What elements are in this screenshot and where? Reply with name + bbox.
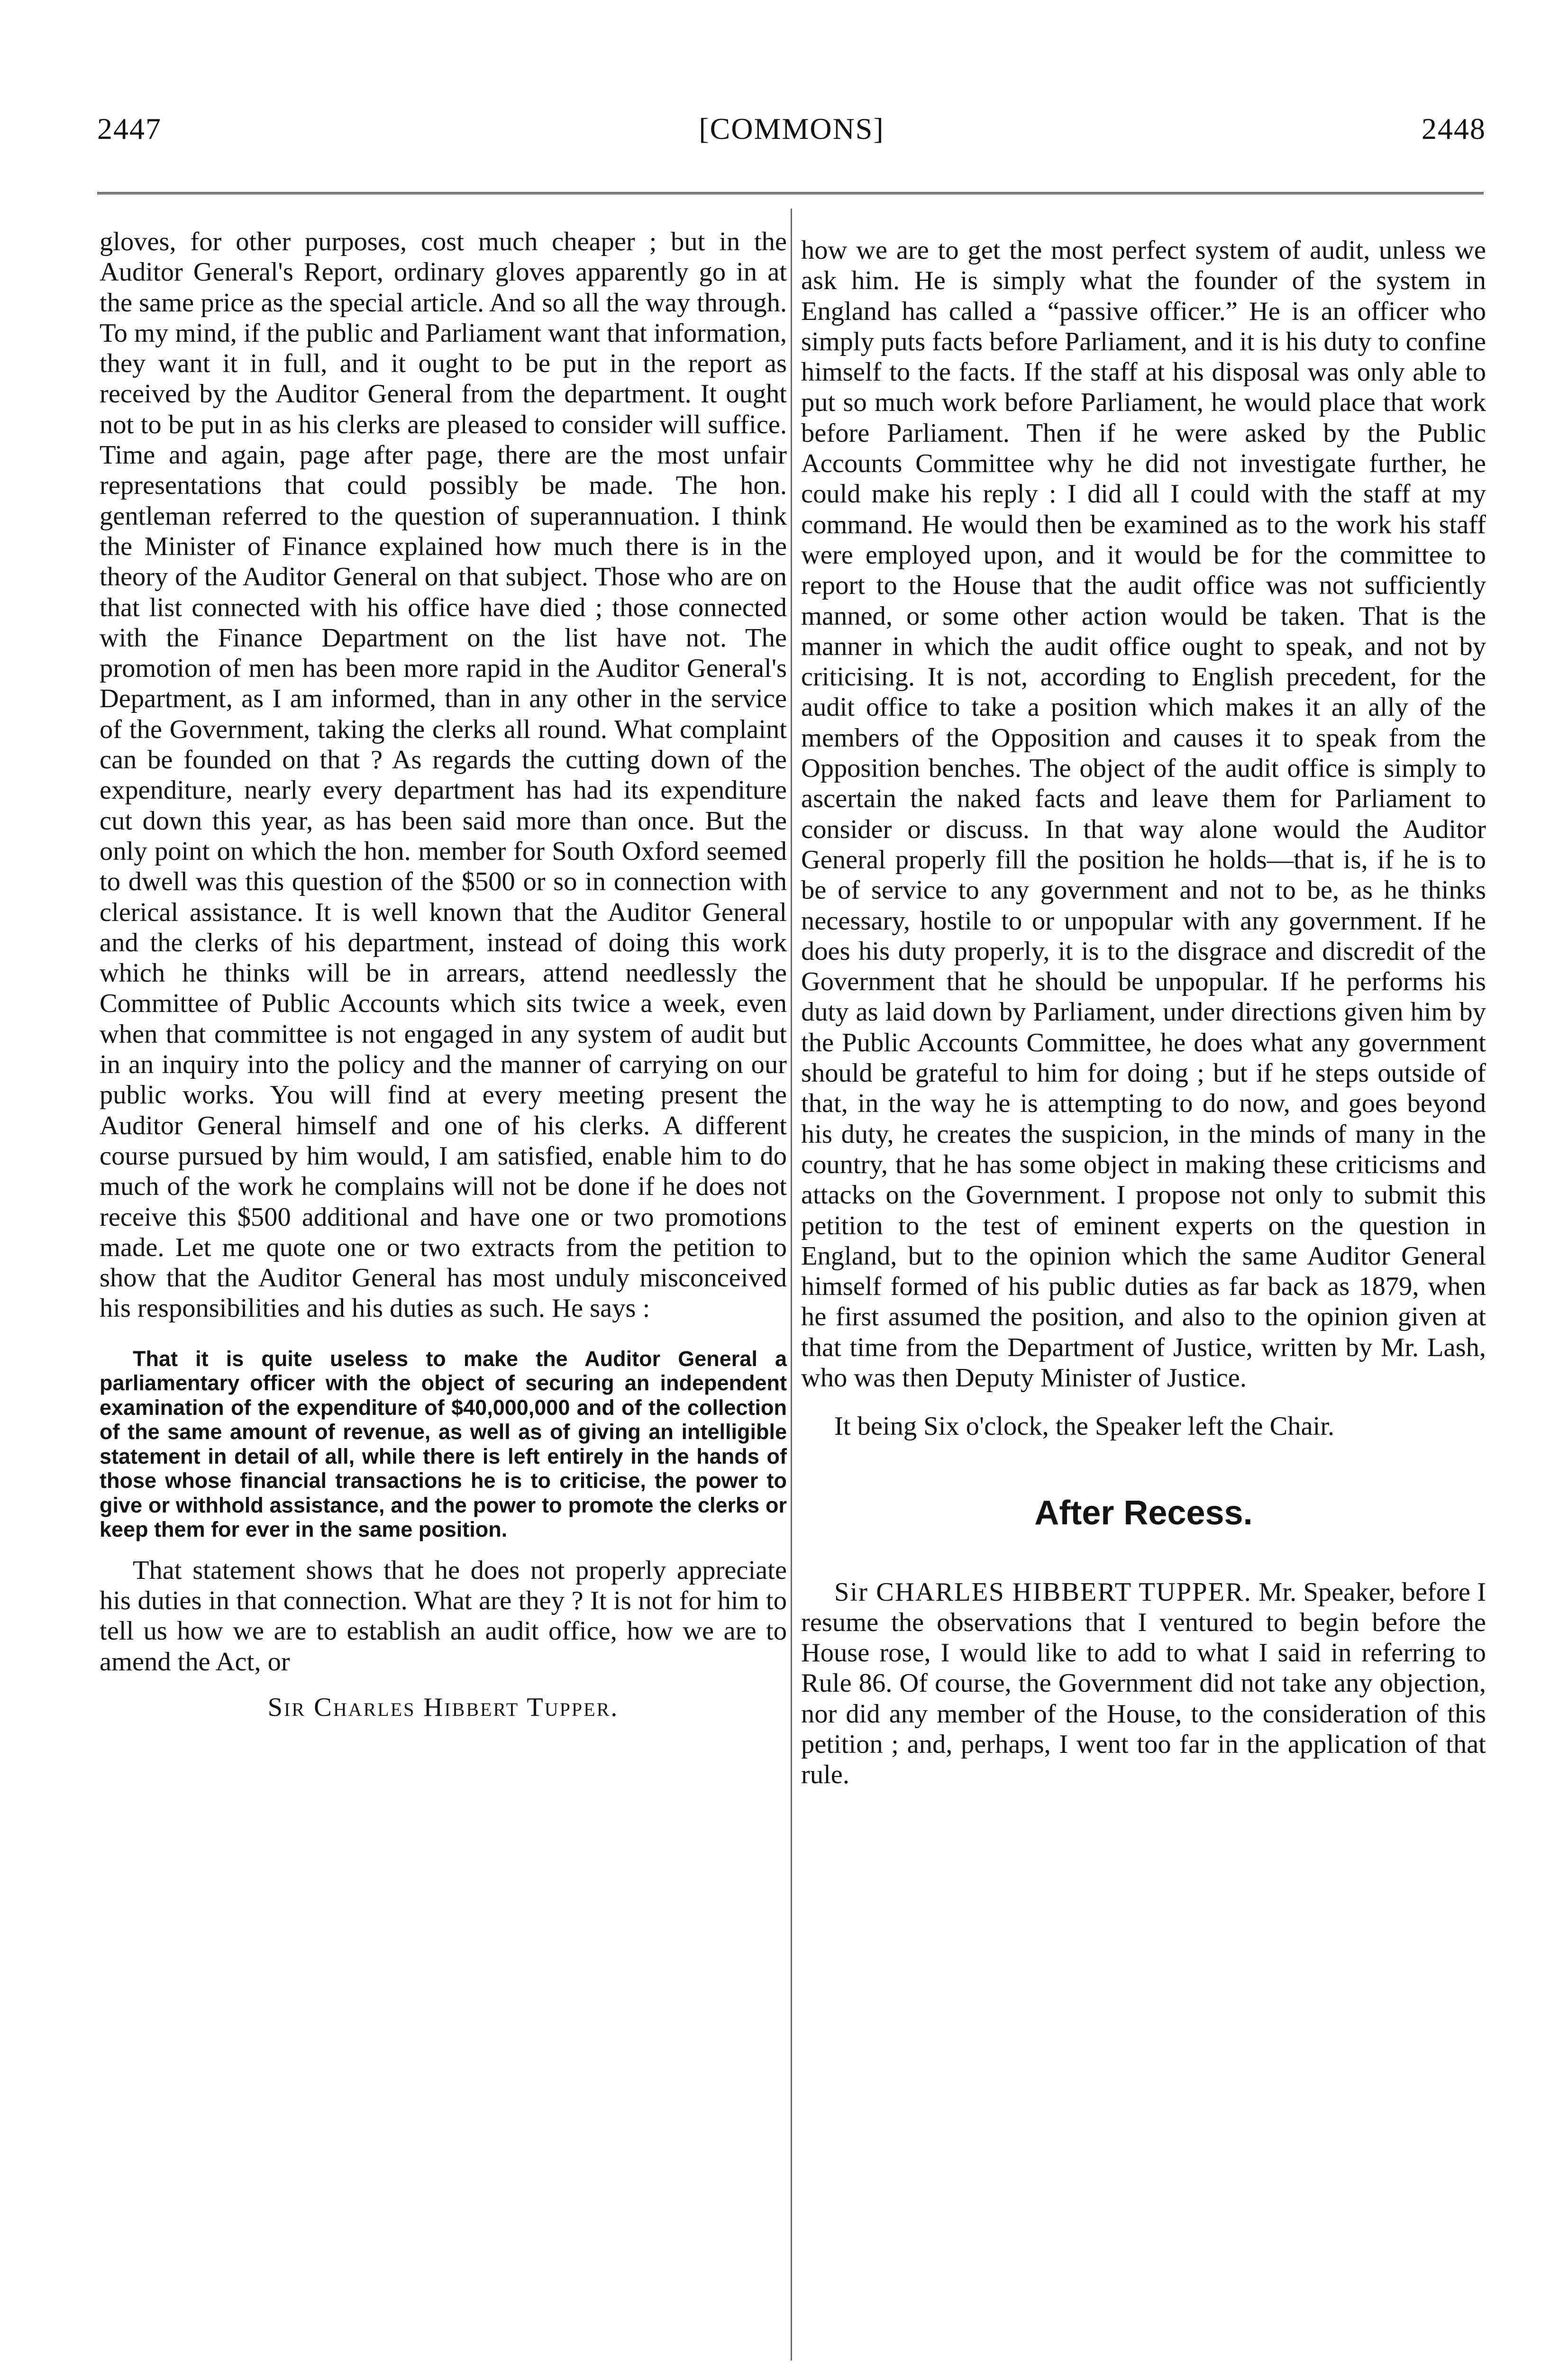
left-paragraph-statement: That statement shows that he does not properly appreciate his duties in that connection. What are they ? It is not for him to tell us how we are to establish an audit office, how we are to amend the Act, or (100, 1555, 787, 1677)
tupper-speech: Mr. Speaker, before I resume the observations that I ventured to begin before the House rose, I would like to add to what I said in referring to Rule 86. Of course, the Government did not take any objection, nor did any member of the House, to the consideration of this petition ; and, perhaps, I went too far in the application of that rule. (801, 1577, 1486, 1790)
tupper-paragraph (801, 1577, 1486, 1790)
six-oclock-paragraph: It being Six o'clock, the Speaker left the Chair. (834, 1412, 1335, 1441)
running-title: [COMMONS] (699, 112, 884, 146)
column-divider (791, 209, 792, 2361)
right-column (801, 227, 1486, 1790)
petition-quote: That it is quite useless to make the Auditor General a parliamentary officer with the object of securing an independent examination of the expenditure of $40,000,000 and of the collection of the same amount of revenue, as well as of giving an intelligible statement in detail of all, while there is left entirely in the hands of those whose financial transactions he is to criticise, the power to give or withhold assistance, and the power to promote the clerks or keep them for ever in the same position. (100, 1346, 787, 1542)
page-header (97, 111, 1486, 154)
left-column (100, 227, 787, 1723)
header-rule (97, 192, 1484, 194)
right-paragraph-continuation: how we are to get the most perfect system of audit, unless we ask him. He is simply what the founder of the system in England has called a “passive officer.” He is an officer who simply puts facts before Parliament, and it is his duty to confine himself to the facts. If the staff at his disposal was only able to put so much work before Parliament, he would place that work before Parliament. Then if he were asked by the Public Accounts Committee why he did not investigate further, he could make his reply : I did all I could with the staff at my command. He would then be examined as to the work his staff were employed upon, and it would be for the committee to report to the House that the audit office was not sufficiently manned, or some other action would be taken. That is the manner in which the audit office ought to speak, and not by criticising. It is not, according to English precedent, for the audit office to take a position which makes it an ally of the members of the Opposition and causes it to speak from the Opposition benches. The object of the audit office is simply to ascertain the naked facts and leave them for Parliament to consider or discuss. In that way alone would the Auditor General properly fill the position he holds—that is, if he is to be of service to any government and not to be, as he thinks necessary, hostile to or unpopular with any government. If he does his duty properly, it is to the disgrace and discredit of the Government that he should be unpopular. If he performs his duty as laid down by Parliament, under directions given him by the Public Accounts Committee, he does what any government should be grateful to him for doing ; but if he steps outside of that, in the way he is attempting to do now, and goes beyond his duty, he creates the suspicion, in the minds of many in the country, that he has some object in making these criticisms and attacks on the Government. I propose not only to submit this petition to the test of eminent experts on the question in England, but to the opinion which the same Auditor General himself formed of his public duties as far back as 1879, when he first assumed the position, and also to the opinion given at that time from the Department of Justice, written by Mr. Lash, who was then Deputy Minister of Justice. (801, 236, 1486, 1393)
left-paragraph-continuation: gloves, for other purposes, cost much cheaper ; but in the Auditor General's Report, ordinary gloves apparently go in at the same price as the special article. And so all the way through. To my mind, if the public and Parliament want that information, they want it in full, and it ought to be put in the report as received by the Auditor General from the department. It ought not to be put in as his clerks are pleased to consider will suffice. Time and again, page after page, there are the most unfair representations that could possibly be made. The hon. gentleman referred to the question of superannuation. I think the Minister of Finance explained how much there is in the theory of the Auditor General on that subject. Those who are on that list connected with his office have died ; those connected with the Finance Department on the list have not. The promotion of men has been more rapid in the Auditor General's Department, as I am informed, than in any other in the service of the Government, taking the clerks all round. What complaint can be founded on that ? As regards the cutting down of the expenditure, nearly every department has had its expenditure cut down this year, as has been said more than once. But the only point on which the hon. member for South Oxford seemed to dwell was this question of the $500 or so in connection with clerical assistance. It is well known that the Auditor General and the clerks of his department, instead of doing this work which he thinks will be in arrears, attend needlessly the Committee of Public Accounts which sits twice a week, even when that committee is not engaged in any system of audit but in an inquiry into the policy and the manner of carrying on our public works. You will find at every meeting present the Auditor General himself and one of his clerks. A different course pursued by him would, I am satisfied, enable him to do much of the work he complains will not be done if he does not receive this $500 additional and have one or two promotions made. Let me quote one or two extracts from the petition to show that the Auditor General has most unduly misconceived his responsibilities and his duties as such. He says : (100, 227, 787, 1323)
right-page-number: 2448 (1422, 112, 1486, 146)
speaker-footer: Sir Charles Hibbert Tupper. (267, 1692, 619, 1722)
after-recess-heading: After Recess. (1034, 1494, 1253, 1532)
speaker-name: Sir CHARLES HIBBERT TUPPER. (834, 1577, 1252, 1607)
left-page-number: 2447 (97, 112, 162, 146)
